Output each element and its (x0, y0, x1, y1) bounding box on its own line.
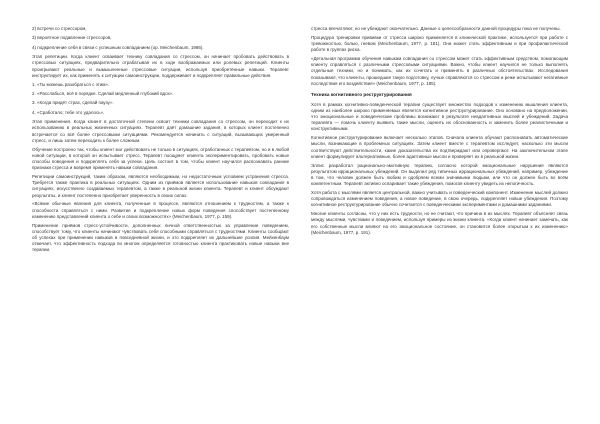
paragraph: Процедура тренировки прививки от стресса широко применяется в клинической практике, используется при работе с тревожностью, болью, гневом (Meichenbaum, 1977, p. 181). Она может стать эффективным и при профилактической работе в группах риска. (311, 34, 568, 53)
paragraph: Многие клиенты согласны, что у них есть трудности, но не считают, что причина в их мыслях. Терапевт объясняет связь между мыслями, чувствами и поведением, используя примеры из жизни клиента. «Когда клиент начинает замечать, как его собственные мысли влияют на его эмоциональное состояние, он становится более открытым к их изменению» (Meichenbaum, 1977, p. 191). (311, 211, 568, 235)
paragraph: Когнитивное реструктурирование включает несколько этапов. Сначала клиента обучают распознавать автоматические мысли, возникающие в проблемных ситуациях. Затем клиент вместе с терапевтом исследует, насколько эти мысли соответствуют действительности, какие доказательства их подтверждают или опровергают. На заключительном этапе клиент формулирует альтернативные, более адаптивные мысли и проверяет их в реальной жизни. (311, 135, 568, 159)
paragraph: стресса впечатляют, но не убеждают окончательно. Данные о целесообразности данной процедуры пока не получены. (311, 26, 561, 31)
section-heading: Техника когнитивного реструктурирования (311, 92, 412, 98)
left-text-column (32, 26, 289, 416)
paragraph: Этап репетиции. Когда клиент осваивает технику совладания со стрессом, он начинает пробовать действовать в стрессовых ситуациях, предварительно отрабатывая их в ходе воображаемых или ролевых репетиций. Клиенты проигрывают реальные и вымышленные стрессовые ситуации, используя приобретённые навыки. Терапевт инструктирует их, как применять к ситуации самоинструкции, поддерживает и подкрепляет правильные действия. (32, 54, 289, 78)
paragraph: Репетиции самоинструкций, таким образом, являются необходимым, но недостаточным условием устранения стресса. Требуется также практика в реальных ситуациях. Одним из приёмов является использование навыков совладания в ситуациях, искусственно создаваемых терапевтом, а также в реальной жизни клиента. Терапевт и клиент обсуждают результаты, и клиент постепенно приобретает уверенность в своих силах. (32, 173, 289, 198)
list-item: 2. «Расслабься, всё в порядке. Сделай медленный глубокий вдох». (32, 90, 174, 96)
paragraph: Обучение построено так, чтобы клиент мог действовать не только в ситуациях, отработанных с терапевтом, но и в любой новой ситуации, в которой он испытывает стресс. Терапевт поощряет клиента экспериментировать, пробовать новые способы поведения и подкреплять себя за успехи. Цель состоит в том, чтобы клиент научился распознавать ранние признаки стресса и вовремя применять навыки совладания. (32, 146, 289, 171)
list-item: 3. «Когда придёт страх, сделай паузу». (32, 100, 114, 106)
list-item: 3) вероятное подавление стрессоров, (32, 35, 112, 41)
paragraph: «Всякие обычные явления для клиента, полученные в процессе, являются отношением к трудностям, а также к способности справляться с ними. Развитие и подкрепление новых форм поведения способствует постепенному изменению представлений клиента о себе и своих возможностях» (Meichenbaum, 1977, p. 159). (32, 201, 289, 219)
right-text-column (311, 26, 568, 416)
paragraph: «Детальная программа обучения навыкам совладания со стрессом может стать эффективным средством, помогающим клиенту справляться с различными стрессовыми ситуациями. Важно, чтобы клиент научился не только выполнять отдельные техники, но и понимать, как их сочетать и применять в различных обстоятельствах. Исследования показывают, что клиенты, прошедшие такую подготовку, лучше справляются со стрессом и реже испытывают негативные последствия его воздействия» (Meichenbaum, 1977, p. 185). (311, 56, 568, 86)
paragraph: Эллис разработал рационально-эмотивную терапию, согласно которой эмоциональные нарушения являются результатом иррациональных убеждений. Он выделил ряд типичных иррациональных убеждений, например, убеждение в том, что человек должен быть любим и одобряем всеми значимыми людьми, или что он должен быть во всём компетентным. Терапевт активно оспаривает такие убеждения, помогая клиенту увидеть их нелогичность. (311, 162, 568, 187)
list-item: 4. «Сработало; тебе это удалось». (32, 109, 105, 115)
list-item: 4) подкрепление себя в связи с успешным совладанием (op. Meichenbaum, 1986). (32, 44, 204, 50)
paragraph: Хотя работа с мыслями является центральной, важно учитывать и поведенческий компонент. Изменение мыслей должно сопровождаться изменением поведения, а новое поведение, в свою очередь, подкрепляет новые убеждения. Поэтому когнитивное реструктурирование обычно сочетается с поведенческими экспериментами и домашними заданиями. (311, 189, 568, 208)
list-item: 2) встречи со стрессором, (32, 26, 87, 31)
paragraph: Хотя в рамках когнитивно-поведенческой терапии существует множество подходов к изменению мышления клиента, одним из наиболее широко применяемых является когнитивное реструктурирование. Оно основано на предположении, что эмоциональные и поведенческие проблемы возникают в результате неадаптивных мыслей и убеждений. Задача терапевта — помочь клиенту выявить такие мысли, оценить их обоснованность и заменить более реалистичными и конструктивными. (311, 101, 568, 132)
paragraph: Этап применения. Когда клиент в достаточной степени освоит техники совладания со стрессом, он переходит к их использованию в реальных жизненных ситуациях. Терапевт даёт домашние задания, в которых клиент постепенно встречается со всё более стрессовыми ситуациями. Рекомендуется начинать с ситуаций, вызывающих умеренный стресс, и лишь затем переходить к более сложным. (32, 119, 289, 143)
paragraph: Применение приёмов стресс-устойчивости, дополненных личной ответственностью за управление поведением, способствует тому, что клиенты начинают чувствовать себя способными справляться с трудностями. Клиенты сообщают об успехах при применении навыков в повседневной жизни, и это подкрепляет их дальнейшие усилия. Мейхенбаум отмечает, что эффективность подхода во многом определяется готовностью клиента практиковать новые навыки вне терапии. (32, 222, 289, 253)
list-item: 1. «Ты можешь разобраться с этим». (32, 81, 110, 87)
